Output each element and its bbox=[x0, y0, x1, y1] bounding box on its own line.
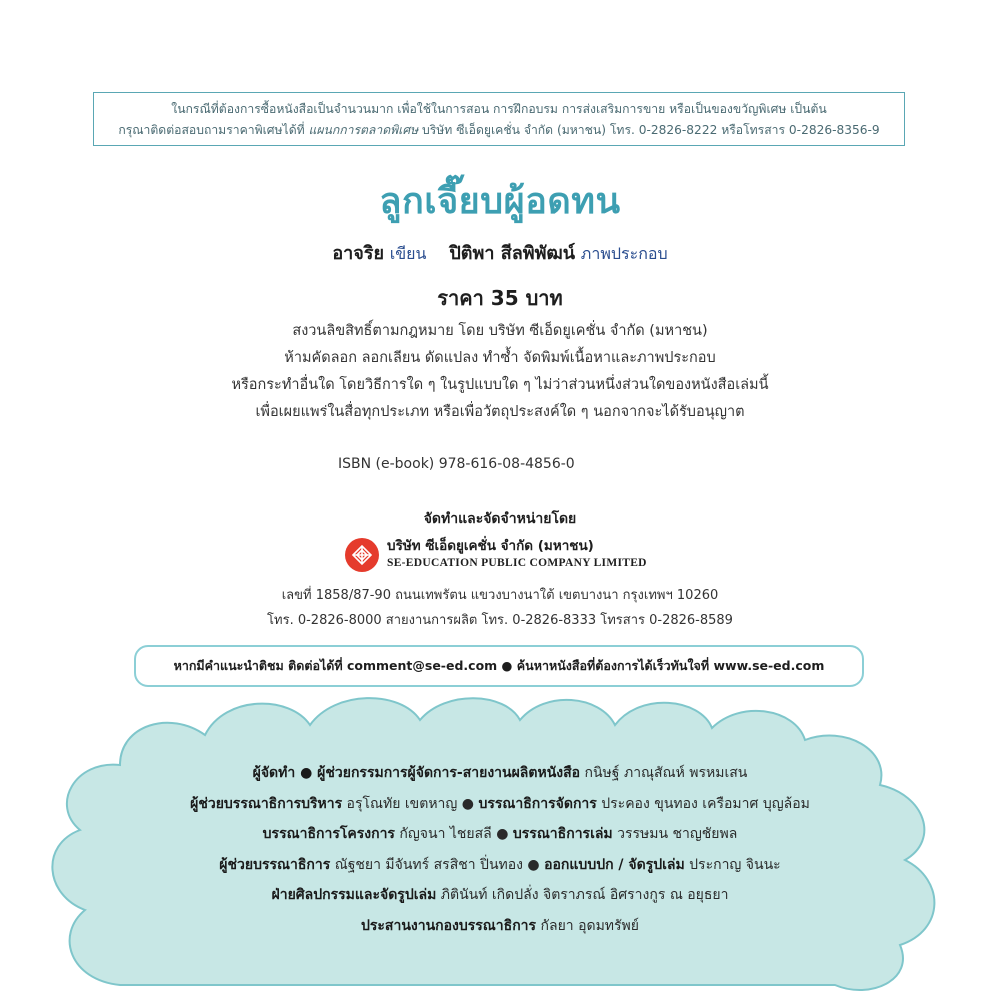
contact-bar: หากมีคำแนะนำติชม ติดต่อได้ที่ comment@se-ed.com ● ค้นหาหนังสือที่ต้องการได้เร็วทันใจที่ www.se-ed.com bbox=[134, 645, 864, 687]
staff-names: กัลยา อุดมทรัพย์ bbox=[536, 917, 639, 934]
staff-role: ฝ่ายศิลปกรรมและจัดรูปเล่ม bbox=[271, 887, 437, 903]
staff-names: อรุโณทัย เขตหาญ ● bbox=[342, 795, 479, 812]
address-line: เลขที่ 1858/87-90 ถนนเทพรัตน แขวงบางนาใต้ เขตบางนา กรุงเทพฯ 10260 bbox=[281, 588, 719, 603]
notice-line-2 bbox=[102, 120, 896, 141]
staff-line bbox=[0, 819, 1000, 850]
copyright-line: ห้ามคัดลอก ลอกเลียน ดัดแปลง ทำซ้ำ จัดพิมพ์เนื้อหาและภาพประกอบ bbox=[284, 350, 716, 366]
copyright-line: เพื่อเผยแพร่ในสื่อทุกประเภท หรือเพื่อวัตถุประสงค์ใด ๆ นอกจากจะได้รับอนุญาต bbox=[255, 404, 745, 420]
staff-role: ผู้จัดทำ ● ผู้ช่วยกรรมการผู้จัดการ-สายงานผลิตหนังสือ bbox=[252, 765, 581, 781]
publisher-heading: จัดทำและจัดจำหน่ายโดย bbox=[423, 511, 577, 527]
illustrator-name: ปิติพา สีลพิพัฒน์ bbox=[449, 243, 576, 264]
staff-names: กนิษฐ์ ภาณุสัณห์ พรหมเสน bbox=[580, 765, 748, 781]
publisher-address bbox=[0, 583, 1000, 633]
staff-names: ประกาญ จินนะ bbox=[684, 856, 781, 873]
notice-line-1: ในกรณีที่ต้องการซื้อหนังสือเป็นจำนวนมาก เพื่อใช้ในการสอน การฝึกอบรม การส่งเสริมการขาย หรือเป็นของขวัญพิเศษ เป็นต้น bbox=[171, 102, 827, 116]
copyright-line: หรือกระทำอื่นใด โดยวิธีการใด ๆ ในรูปแบบใด ๆ ไม่ว่าส่วนหนึ่งส่วนใดของหนังสือเล่มนี้ bbox=[231, 377, 769, 393]
staff-line bbox=[0, 911, 1000, 942]
publisher-name-thai: บริษัท ซีเอ็ดยูเคชั่น จำกัด (มหาชน) bbox=[387, 538, 594, 554]
staff-role: ประสานงานกองบรรณาธิการ bbox=[360, 917, 537, 934]
staff-credits bbox=[0, 758, 1000, 941]
staff-names: วรรษมน ชาญชัยพล bbox=[612, 826, 738, 842]
author-role: เขียน bbox=[389, 244, 427, 263]
staff-line bbox=[0, 789, 1000, 820]
author-name: อาจริย bbox=[332, 243, 385, 264]
staff-names: ณัฐชยา มีจันทร์ สรสิชา ปิ่นทอง ● bbox=[330, 856, 545, 873]
staff-role: ออกแบบปก / จัดรูปเล่ม bbox=[544, 856, 685, 873]
staff-names: กัญจนา ไชยสลี ● bbox=[394, 826, 513, 842]
publisher-name-english: SE-EDUCATION PUBLIC COMPANY LIMITED bbox=[387, 557, 647, 569]
illustrator-role: ภาพประกอบ bbox=[580, 244, 668, 263]
se-ed-logo-icon bbox=[344, 537, 380, 573]
staff-role: บรรณาธิการโครงการ bbox=[262, 826, 395, 842]
staff-role: บรรณาธิการจัดการ bbox=[478, 795, 597, 812]
notice-line-2-suffix: บริษัท ซีเอ็ดยูเคชั่น จำกัด (มหาชน) โทร. 0-2826-8222 หรือโทรสาร 0-2826-8356-9 bbox=[418, 123, 880, 137]
bulk-order-notice bbox=[93, 92, 905, 146]
notice-department: แผนกการตลาดพิเศษ bbox=[308, 123, 419, 137]
phone-line: โทร. 0-2826-8000 สายงานการผลิต โทร. 0-2826-8333 โทรสาร 0-2826-8589 bbox=[267, 613, 733, 628]
copyright-line: สงวนลิขสิทธิ์ตามกฎหมาย โดย บริษัท ซีเอ็ดยูเคชั่น จำกัด (มหาชน) bbox=[292, 323, 708, 339]
staff-names: ภิตินันท์ เกิดปลั่ง จิตราภรณ์ อิศรางกูร ณ อยุธยา bbox=[436, 887, 729, 903]
staff-line bbox=[0, 758, 1000, 789]
publisher-name bbox=[387, 538, 647, 571]
copyright-statement bbox=[0, 318, 1000, 426]
staff-line bbox=[0, 850, 1000, 881]
staff-role: ผู้ช่วยบรรณาธิการบริหาร bbox=[190, 795, 343, 812]
staff-role: ผู้ช่วยบรรณาธิการ bbox=[219, 856, 331, 873]
staff-role: บรรณาธิการเล่ม bbox=[512, 826, 613, 842]
book-price: ราคา 35 บาท bbox=[437, 286, 563, 310]
staff-line bbox=[0, 880, 1000, 911]
book-credits bbox=[0, 238, 1000, 267]
notice-line-2-prefix: กรุณาติดต่อสอบถามราคาพิเศษได้ที่ bbox=[118, 123, 309, 137]
book-title: ลูกเจี๊ยบผู้อดทน bbox=[379, 181, 621, 222]
staff-names: ประคอง ขุนทอง เครือมาศ บุญล้อม bbox=[596, 795, 810, 812]
isbn: ISBN (e-book) 978-616-08-4856-0 bbox=[338, 456, 575, 472]
